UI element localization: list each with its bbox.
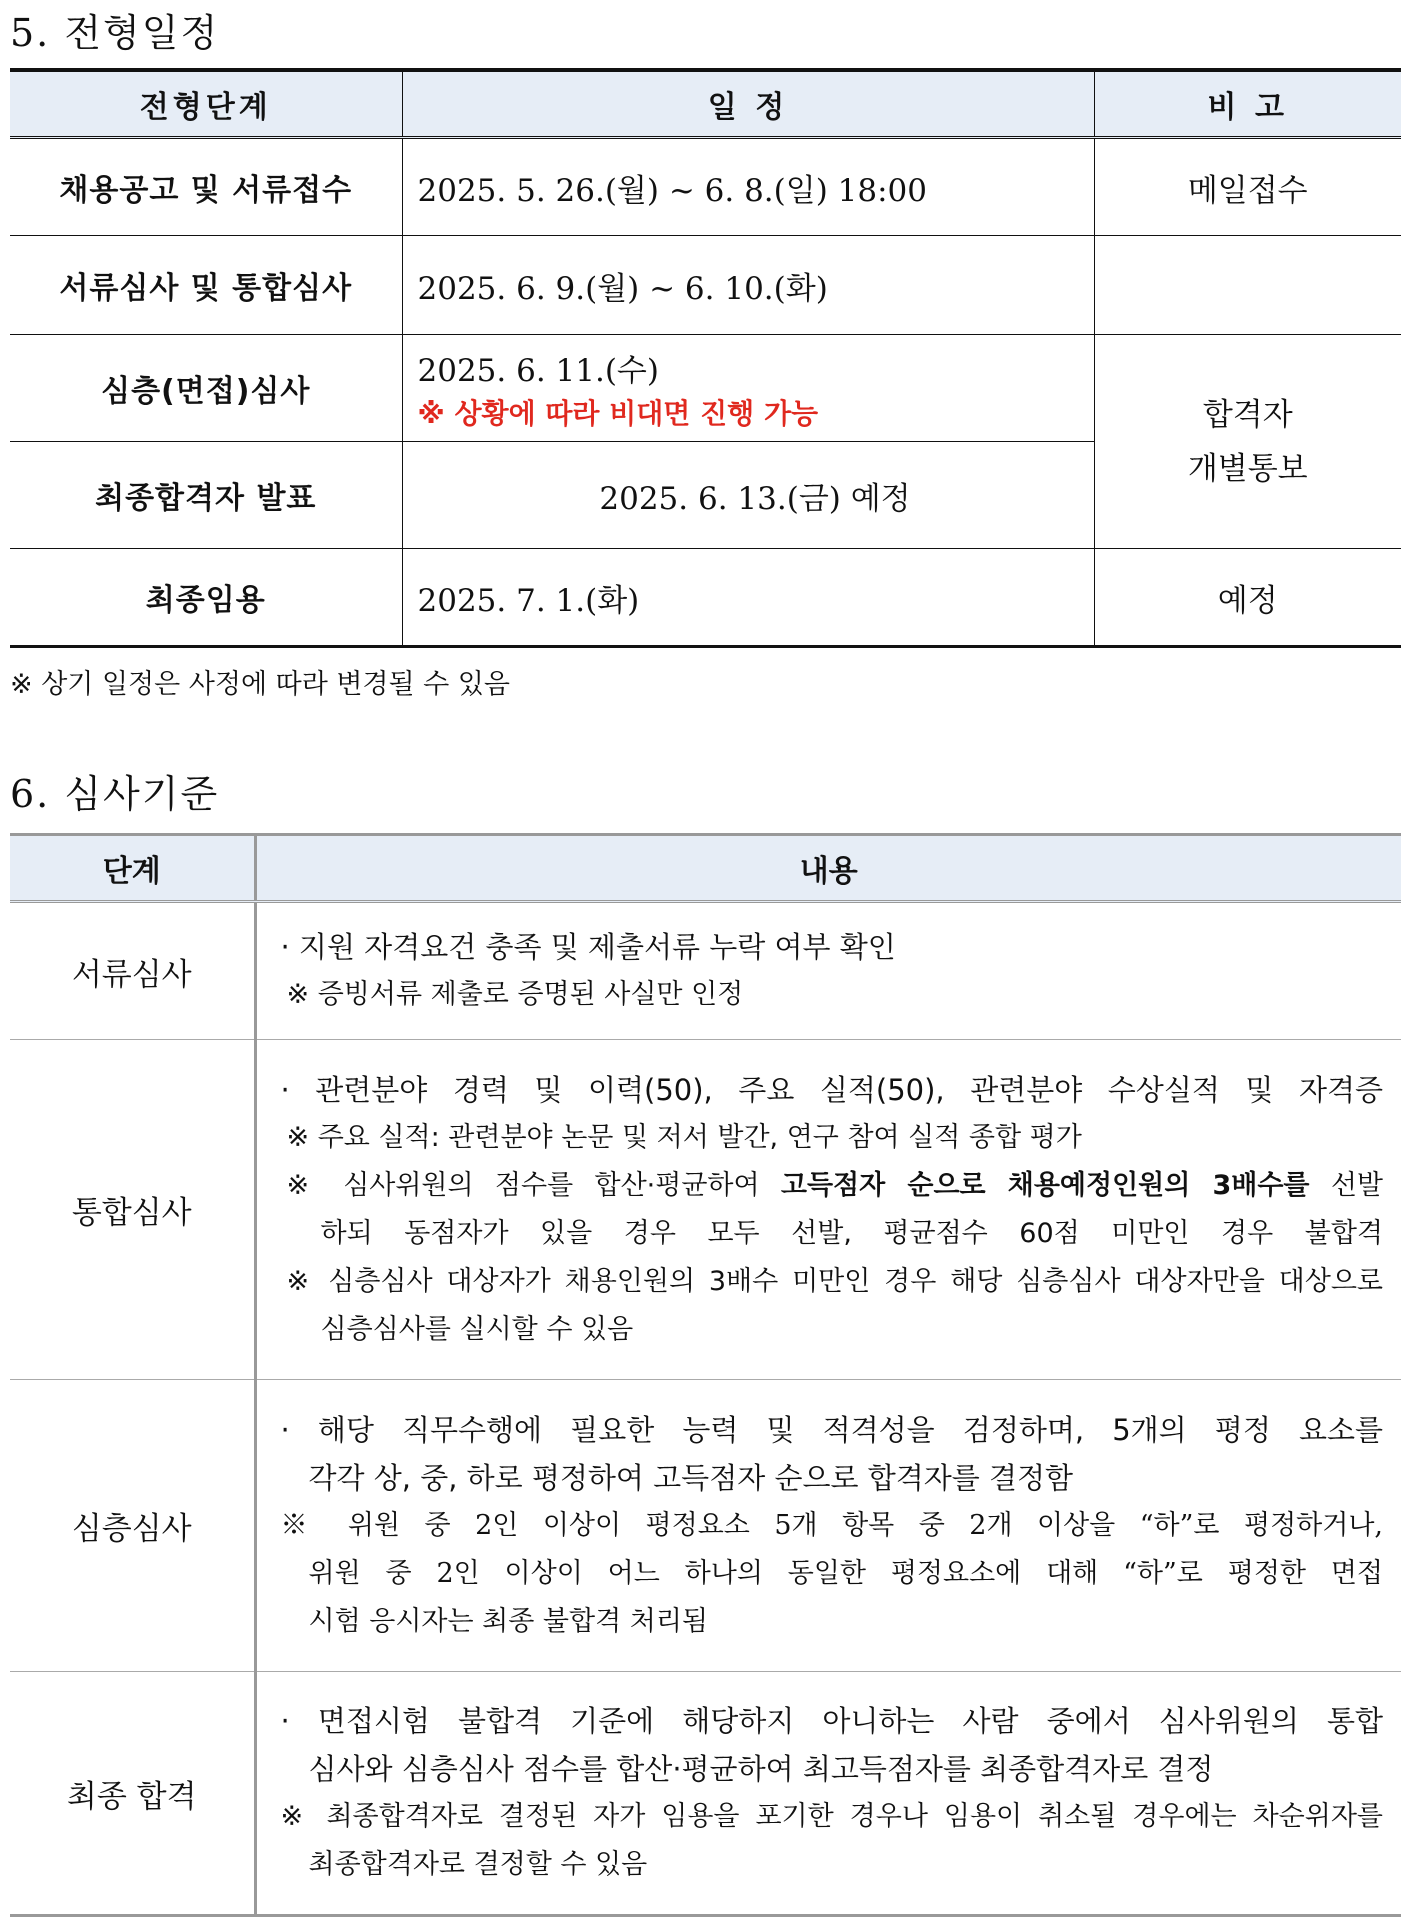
note-cell: 예정 <box>1094 549 1401 647</box>
date-cell: 2025. 7. 1.(화) <box>402 549 1094 647</box>
content-line: 각각 상, 중, 하로 평정하여 고득점자 순으로 합격자를 결정함 <box>308 1460 1074 1495</box>
stage-cell: 최종 합격 <box>10 1672 255 1916</box>
content-line: 하되 동점자가 있을 경우 모두 선발, 평균점수 60점 미만인 경우 불합격 <box>320 1217 1383 1249</box>
note-cell <box>1094 236 1401 335</box>
content-line: ※ 심층심사 대상자가 채용인원의 3배수 미만인 경우 해당 심층심사 대상자만을 대상으로 <box>286 1265 1383 1297</box>
stage-cell: 통합심사 <box>10 1040 255 1380</box>
section-6-title: 6. 심사기준 <box>10 772 220 816</box>
merged-note-cell <box>1094 335 1401 549</box>
criteria-row <box>10 1672 1401 1916</box>
stage-cell: 채용공고 및 서류접수 <box>10 138 402 236</box>
content-line: 심사와 심층심사 점수를 합산·평균하여 최고득점자를 최종합격자로 결정 <box>308 1752 1214 1786</box>
schedule-row <box>10 138 1401 236</box>
schedule-row <box>10 236 1401 335</box>
content-line: · 관련분야 경력 및 이력(50), 주요 실적(50), 관련분야 수상실적 및 자격증 <box>280 1072 1383 1107</box>
date-cell: 2025. 6. 9.(월) ~ 6. 10.(화) <box>402 236 1094 335</box>
merged-note-line2: 개별통보 <box>1187 450 1308 487</box>
criteria-row <box>10 1040 1401 1380</box>
content-line: ※ 최종합격자로 결정된 자가 임용을 포기한 경우나 임용이 취소될 경우에는 차순위자를 <box>280 1801 1383 1832</box>
content-cell <box>255 1040 1401 1380</box>
note-cell: 메일접수 <box>1094 138 1401 236</box>
schedule-header-row <box>10 70 1401 138</box>
content-line: ※ 주요 실적: 관련분야 논문 및 저서 발간, 연구 참여 실적 종합 평가 <box>286 1121 1082 1153</box>
content-cell <box>255 1672 1401 1916</box>
section-5-title: 5. 전형일정 <box>10 11 220 55</box>
stage-cell: 서류심사 및 통합심사 <box>10 236 402 335</box>
content-line: ※ 위원 중 2인 이상이 평정요소 5개 항목 중 2개 이상을 “하”로 평정하거나, <box>280 1509 1383 1541</box>
merged-note-line1: 합격자 <box>1202 396 1293 433</box>
date-cell: 2025. 5. 26.(월) ~ 6. 8.(일) 18:00 <box>402 138 1094 236</box>
stage-cell: 최종합격자 발표 <box>10 442 402 549</box>
date-text: 2025. 6. 11.(수) <box>417 352 659 389</box>
content-line: · 면접시험 불합격 기준에 해당하지 아니하는 사람 중에서 심사위원의 통합 <box>280 1704 1383 1738</box>
content-cell <box>255 1380 1401 1672</box>
stage-cell: 심층심사 <box>10 1380 255 1672</box>
criteria-table <box>10 833 1401 1917</box>
header-stage: 전형단계 <box>10 70 402 138</box>
criteria-row <box>10 902 1401 1040</box>
criteria-row <box>10 1380 1401 1672</box>
content-line: · 지원 자격요건 충족 및 제출서류 누락 여부 확인 <box>280 930 896 964</box>
content-line: ※ 심사위원의 점수를 합산·평균하여 고득점자 순으로 채용예정인원의 3배수를 선발 <box>286 1169 1383 1201</box>
stage-cell: 서류심사 <box>10 902 255 1040</box>
bold-emphasis: 고득점자 순으로 채용예정인원의 3배수를 <box>780 1169 1310 1201</box>
remote-possible-note: ※ 상황에 따라 비대면 진행 가능 <box>417 396 819 430</box>
header-note: 비 고 <box>1094 70 1401 138</box>
schedule-row <box>10 549 1401 647</box>
schedule-row <box>10 335 1401 442</box>
schedule-table <box>10 68 1401 648</box>
content-line: 최종합격자로 결정할 수 있음 <box>308 1849 648 1880</box>
content-line: ※ 증빙서류 제출로 증명된 사실만 인정 <box>286 979 744 1010</box>
content-line: 심층심사를 실시할 수 있음 <box>320 1313 634 1345</box>
header-stage: 단계 <box>10 835 255 902</box>
header-content: 내용 <box>255 835 1401 902</box>
content-line: 위원 중 2인 이상이 어느 하나의 동일한 평정요소에 대해 “하”로 평정한 면접 <box>308 1557 1383 1589</box>
date-cell: 2025. 6. 13.(금) 예정 <box>402 442 1094 549</box>
criteria-header-row <box>10 835 1401 902</box>
content-cell <box>255 902 1401 1040</box>
stage-cell: 최종임용 <box>10 549 402 647</box>
content-line: · 해당 직무수행에 필요한 능력 및 적격성을 검정하며, 5개의 평정 요소를 <box>280 1412 1383 1447</box>
header-date: 일 정 <box>402 70 1094 138</box>
schedule-footnote: ※ 상기 일정은 사정에 따라 변경될 수 있음 <box>10 669 511 700</box>
stage-cell: 심층(면접)심사 <box>10 335 402 442</box>
date-cell <box>402 335 1094 442</box>
content-line: 시험 응시자는 최종 불합격 처리됨 <box>308 1605 708 1637</box>
